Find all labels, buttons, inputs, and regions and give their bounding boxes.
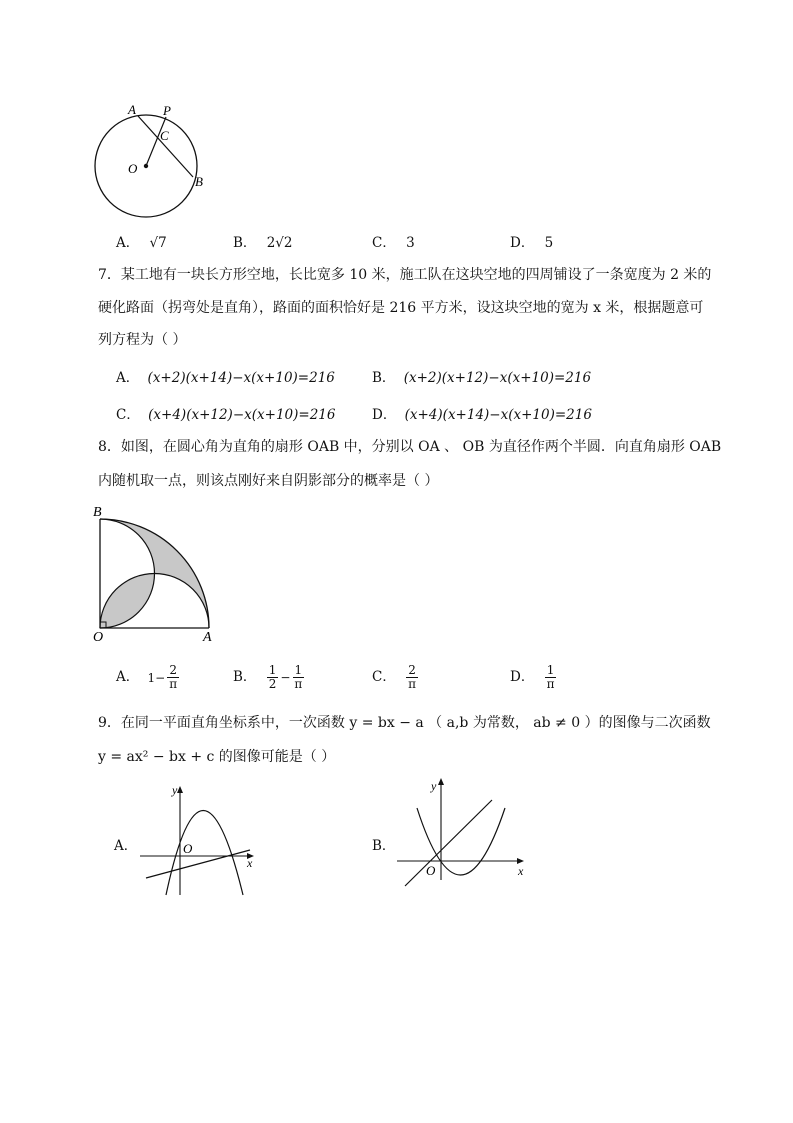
q7-option-c [116,403,335,423]
option-letter: C． [372,669,396,685]
option-pre: 1− [147,670,166,685]
q7-option-a [116,366,335,386]
parabola [166,811,243,896]
option-value: 2√2 [266,235,293,251]
fraction-1: $\frac{1}{2}$ [268,663,277,691]
q7-stem-line-1: 7．某工地有一块长方形空地，长比宽多 10 米，施工队在这块空地的四周铺设了一条宽度为 2 米的 [98,267,712,283]
option-letter: C． [116,407,140,423]
q7-stem-line-2: 硬化路面（拐弯处是直角），路面的面积恰好是 216 平方米，设这块空地的宽为 x 米，根据题意可 [98,300,704,316]
option-letter: B． [233,669,257,685]
q8-stem-line-1: 8．如图，在圆心角为直角的扇形 OAB 中，分别以 OA 、 OB 为直径作两个半圆．向直角扇形 OAB [98,439,722,455]
q8-option-d [510,664,559,691]
q7-stem-line-3: 列方程为（ ） [98,332,187,348]
label-x: x [518,864,524,878]
q7-option-d [372,403,592,423]
minus-sign: − [280,670,291,685]
option-value: (x+2)(x+12)−x(x+10)=216 [403,370,592,386]
option-letter: A． [116,235,140,251]
label-p: P [163,103,171,118]
q9-option-a-letter: A． [114,838,138,854]
q6-option-b [233,231,293,251]
label-o: O [426,863,436,878]
label-x: x [247,856,253,870]
label-a: A [203,630,212,645]
fraction: $\frac{1}{\pi}$ [546,663,555,691]
q6-option-d [510,231,553,251]
label-b: B [195,174,203,189]
label-o: O [183,841,193,856]
label-y: y [431,779,437,793]
option-value: 3 [406,235,415,251]
label-c: C [160,128,169,143]
option-value: (x+4)(x+12)−x(x+10)=216 [148,407,336,423]
label-o: O [128,161,138,176]
option-value: √7 [149,235,167,251]
option-value: 5 [544,235,554,251]
label-b: B [93,505,102,520]
option-letter: B． [372,370,396,386]
q9-graph-b [390,770,530,890]
q8-option-c [372,664,420,691]
label-y: y [172,783,178,797]
fraction: $\frac{2}{\pi}$ [408,663,417,691]
q9-stem-line-2: y = ax² − bx + c 的图像可能是（ ） [98,749,336,765]
option-letter: B． [233,235,257,251]
q6-option-c [372,231,415,251]
shaded-lens-lower [100,574,155,629]
option-letter: D． [510,235,535,251]
q8-stem-line-2: 内随机取一点，则该点刚好来自阴影部分的概率是（ ） [98,473,439,489]
q9-stem-line-1: 9．在同一平面直角坐标系中，一次函数 y = bx − a （ a,b 为常数， ab ≠ 0 ）的图像与二次函数 [98,715,711,731]
label-a: A [128,102,136,117]
y-axis-arrow [438,778,444,785]
q9-graph-a [135,780,265,900]
option-letter: A． [116,370,140,386]
option-value: (x+2)(x+14)−x(x+10)=216 [147,370,335,386]
q8-sector-figure [90,500,220,646]
label-o: O [93,630,104,645]
fraction-2: $\frac{1}{\pi}$ [294,663,303,691]
option-letter: D． [510,669,535,685]
q7-option-b [372,366,591,386]
option-value: (x+4)(x+14)−x(x+10)=216 [404,407,592,423]
option-letter: A． [116,669,140,685]
fraction: $\frac{2}{\pi}$ [169,663,178,691]
q9-option-b-letter: B． [372,838,396,854]
y-axis-arrow [177,786,183,793]
q8-option-a [116,664,181,691]
option-letter: C． [372,235,396,251]
option-letter: D． [372,407,397,423]
q8-option-b [233,664,306,691]
q6-circle-figure [86,100,216,225]
q6-option-a [116,231,167,251]
center-dot [144,164,148,168]
